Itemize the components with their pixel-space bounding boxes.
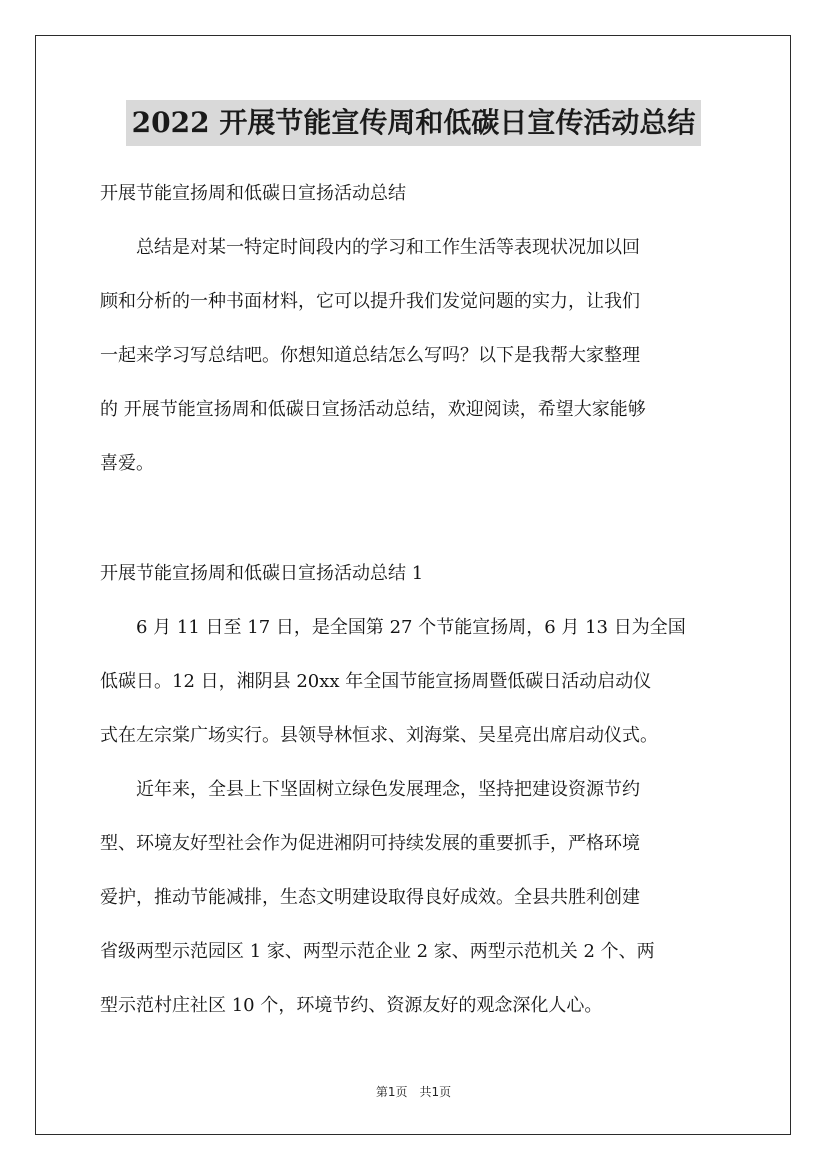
intro-line: 总结是对某一特定时间段内的学习和工作生活等表现状况加以回	[100, 237, 640, 258]
intro-line: 一起来学习写总结吧。你想知道总结怎么写吗？以下是我帮大家整理	[100, 345, 640, 366]
intro-line: 顾和分析的一种书面材料，它可以提升我们发觉问题的实力，让我们	[100, 291, 640, 312]
section-line: 省级两型示范园区 1 家、两型示范企业 2 家、两型示范机关 2 个、两	[100, 941, 655, 962]
section-heading: 开展节能宣扬周和低碳日宣扬活动总结 1	[100, 563, 424, 584]
section-line: 式在左宗棠广场实行。县领导林恒求、刘海棠、吴星亮出席启动仪式。	[100, 725, 658, 746]
title-container	[0, 100, 827, 146]
document-subtitle: 开展节能宣扬周和低碳日宣扬活动总结	[100, 183, 406, 204]
section-line: 6 月 11 日至 17 日，是全国第 27 个节能宣扬周，6 月 13 日为全国	[100, 617, 686, 638]
section-line: 低碳日。12 日，湘阴县 20xx 年全国节能宣扬周暨低碳日活动启动仪	[100, 671, 652, 692]
document-title: 2022 开展节能宣传周和低碳日宣传活动总结	[126, 100, 702, 146]
section-line: 爱护，推动节能减排，生态文明建设取得良好成效。全县共胜利创建	[100, 887, 640, 908]
section-line: 型示范村庄社区 10 个，环境节约、资源友好的观念深化人心。	[100, 995, 603, 1016]
page-footer: 第1页 共1页	[375, 1085, 452, 1099]
intro-line: 喜爱。	[100, 453, 154, 474]
section-line: 近年来，全县上下坚固树立绿色发展理念，坚持把建设资源节约	[100, 779, 640, 800]
intro-line: 的 开展节能宣扬周和低碳日宣扬活动总结，欢迎阅读，希望大家能够	[100, 399, 646, 420]
section-line: 型、环境友好型社会作为促进湘阴可持续发展的重要抓手，严格环境	[100, 833, 640, 854]
